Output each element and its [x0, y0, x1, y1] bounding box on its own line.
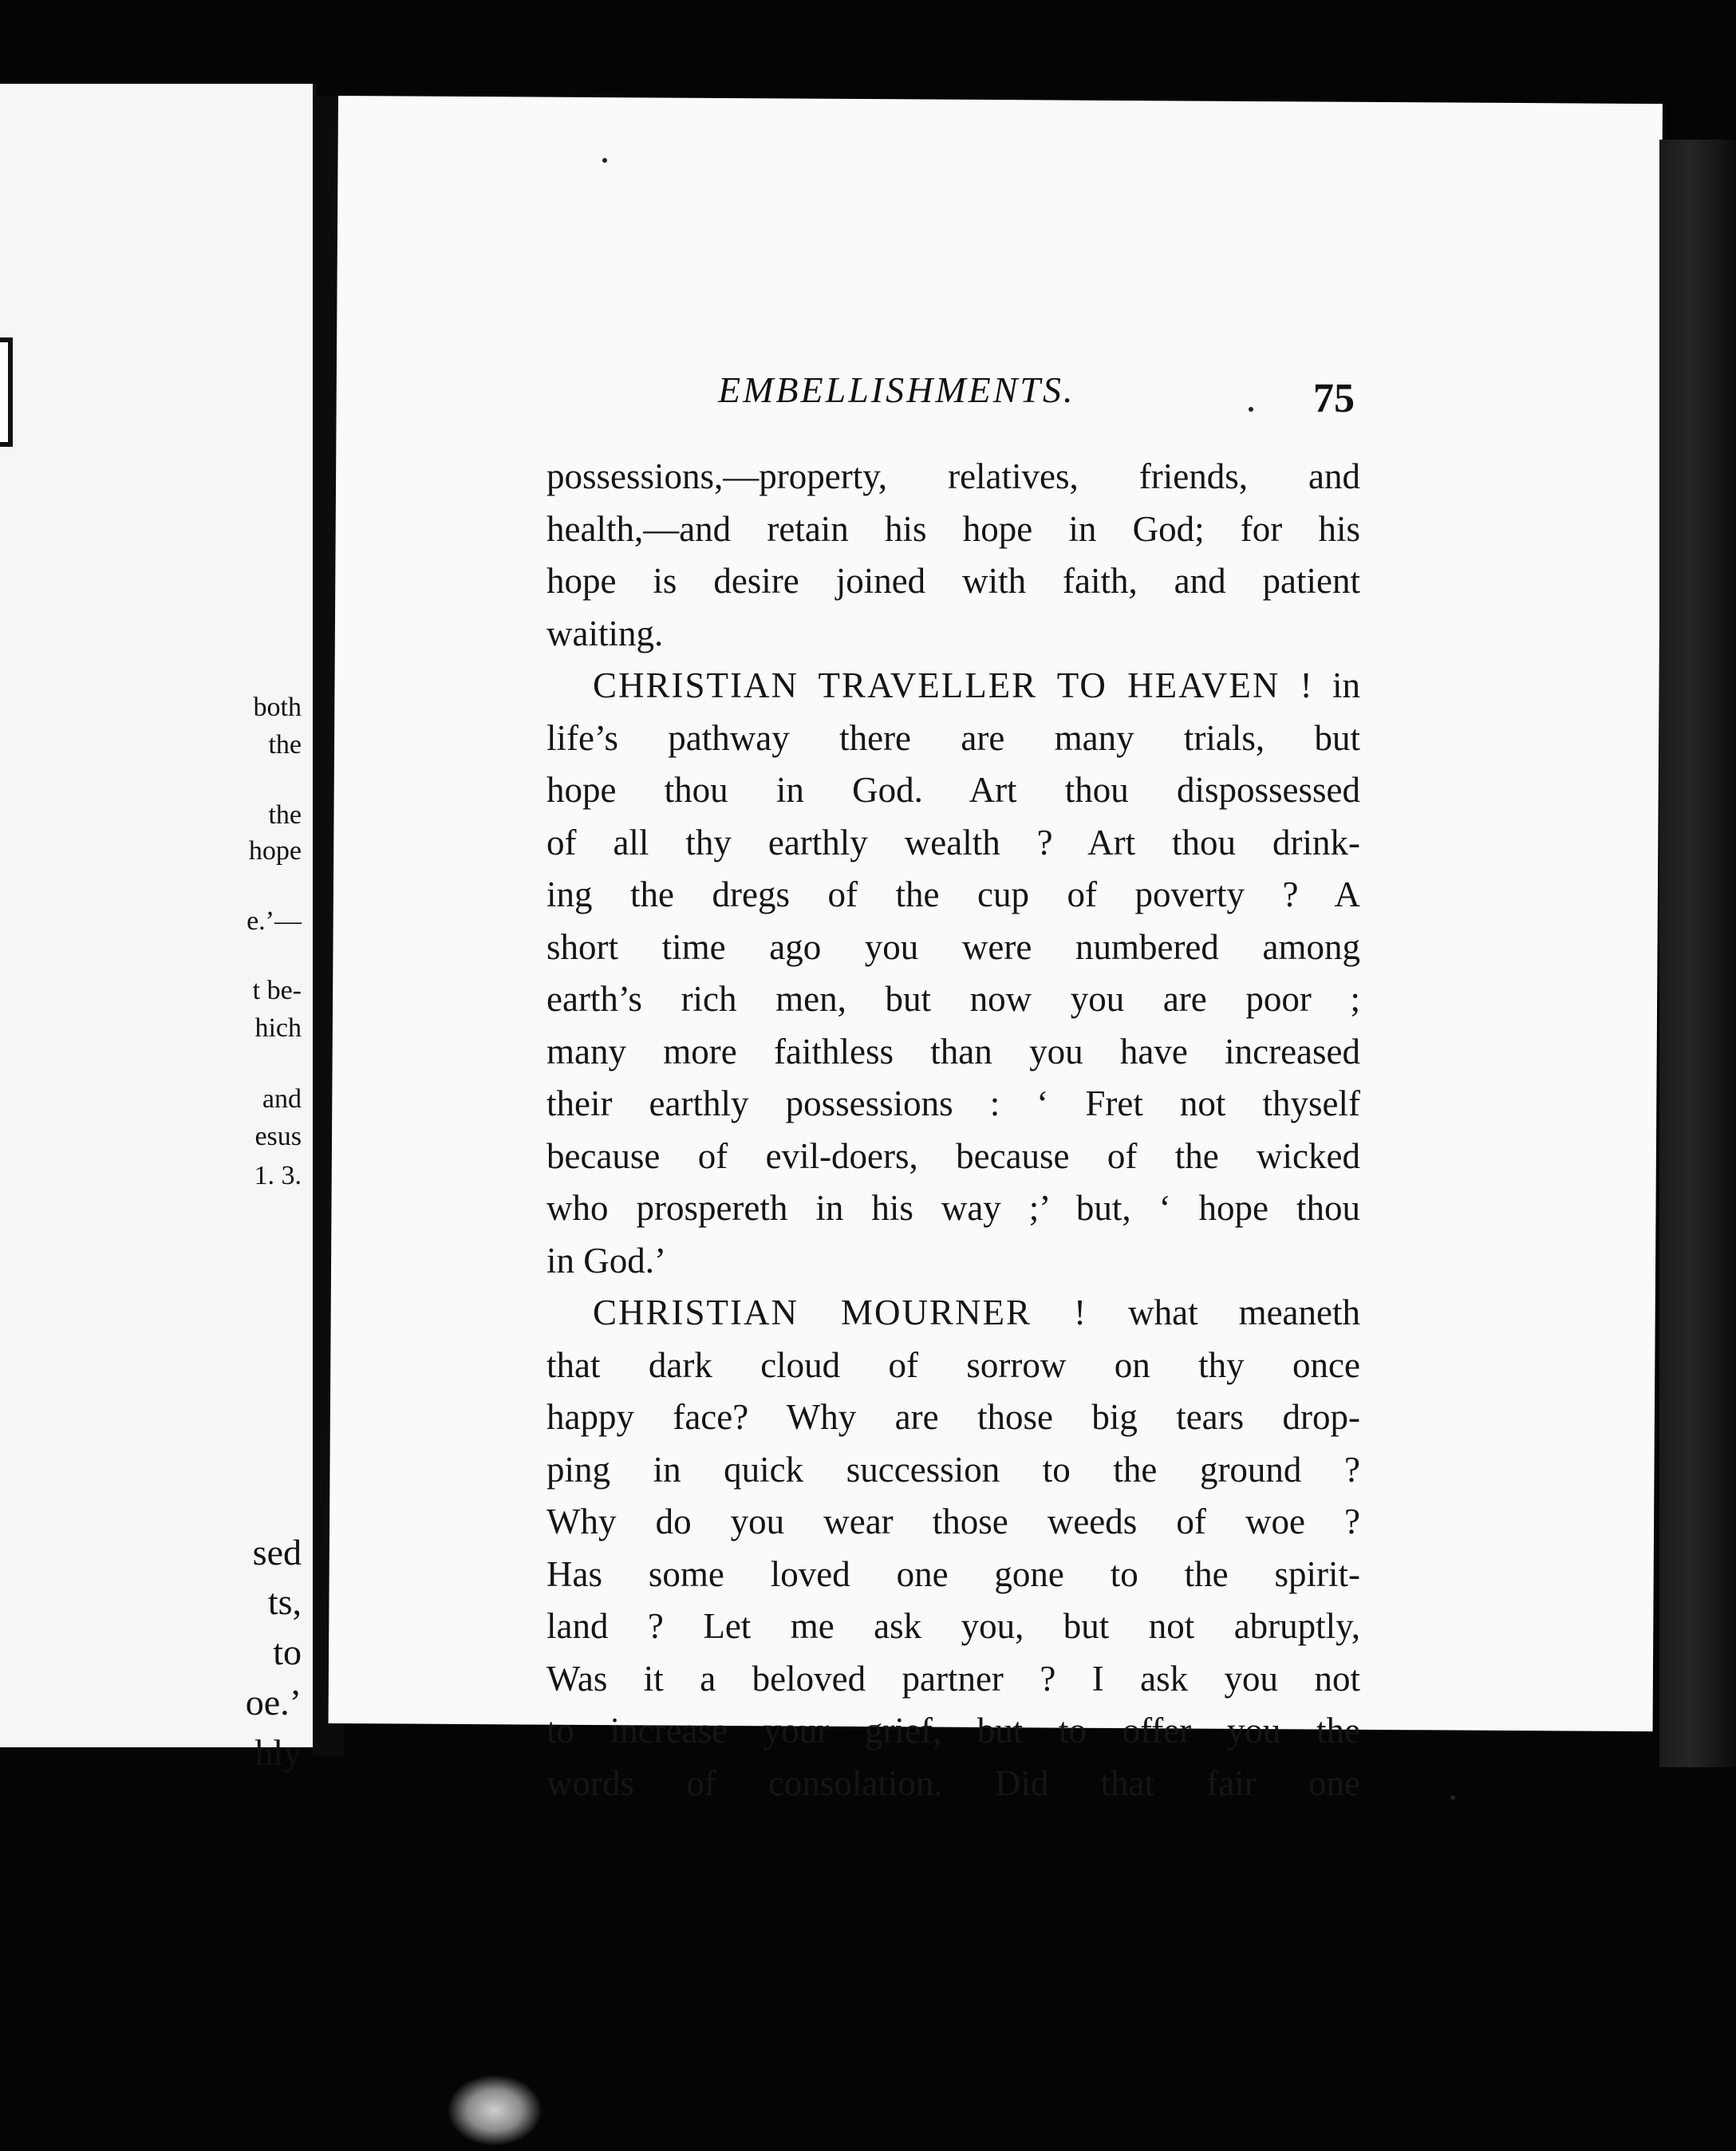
- left-page-line: hope: [248, 836, 302, 866]
- text-line: who prospereth in his way ;’ but, ‘ hope thou: [546, 1188, 1360, 1228]
- left-page-line: e.’—: [247, 906, 302, 936]
- left-page-line: oe.’: [245, 1682, 302, 1723]
- left-page-ornament-box: [0, 337, 13, 447]
- paragraph-lead: CHRISTIAN TRAVELLER TO HEAVEN !: [593, 665, 1314, 705]
- paragraph-first-line-rest: what meaneth: [1128, 1293, 1361, 1332]
- text-line: ping in quick succession to the ground ?: [546, 1449, 1360, 1490]
- left-page-line: hich: [254, 1013, 302, 1043]
- text-line: that dark cloud of sorrow on thy once: [546, 1344, 1360, 1385]
- text-line: life’s pathway there are many trials, but: [546, 717, 1360, 758]
- page-edge: [1659, 140, 1736, 1767]
- text-line: their earthly possessions : ‘ Fret not thyself: [546, 1083, 1360, 1123]
- left-page-line: both: [253, 693, 302, 722]
- scan-background: [0, 1775, 1736, 2151]
- text-line: hope thou in God. Art thou dispossessed: [546, 770, 1360, 810]
- text-line: hope is desire joined with faith, and patient: [546, 561, 1360, 601]
- left-page-line: the: [268, 800, 302, 830]
- text-line: because of evil-doers, because of the wicked: [546, 1135, 1360, 1176]
- left-page-line: t be-: [252, 976, 302, 1005]
- paragraph-first-line-rest: in: [1332, 665, 1360, 705]
- text-line: land ? Let me ask you, but not abruptly,: [546, 1606, 1360, 1646]
- dust-speck: [447, 2074, 542, 2146]
- text-line: many more faithless than you have increased: [546, 1031, 1360, 1072]
- text-line: words of consolation. Did that fair one: [546, 1762, 1360, 1803]
- paragraph-first-line: [546, 1287, 1360, 1340]
- left-page-line: ts,: [267, 1581, 302, 1622]
- text-line: earth’s rich men, but now you are poor ;: [546, 979, 1360, 1019]
- text-line: in God.’: [546, 1240, 666, 1281]
- left-page-line: esus: [254, 1122, 302, 1151]
- text-line: possessions,—property, relatives, friends, and: [546, 456, 1360, 496]
- left-page-line: to: [273, 1632, 302, 1672]
- text-line: Was it a beloved partner ? I ask you not: [546, 1658, 1360, 1699]
- text-line: Why do you wear those weeds of woe ?: [546, 1502, 1360, 1541]
- paragraph-lead: CHRISTIAN MOURNER !: [593, 1293, 1088, 1332]
- left-page-line: sed: [252, 1532, 302, 1573]
- text-line: Has some loved one gone to the spirit-: [546, 1553, 1360, 1594]
- text-line: happy face? Why are those big tears drop-: [546, 1397, 1360, 1437]
- text-line: waiting.: [546, 613, 664, 653]
- text-line: ing the dregs of the cup of poverty ? A: [546, 874, 1360, 914]
- ink-speck: [602, 158, 607, 163]
- left-page-line: and: [262, 1084, 302, 1114]
- paragraph-first-line: [546, 660, 1360, 712]
- text-line: short time ago you were numbered among: [546, 926, 1360, 967]
- text-line: to increase your grief, but to offer you the: [546, 1711, 1360, 1750]
- left-page: [0, 84, 316, 1773]
- text-line: health,—and retain his hope in God; for his: [546, 508, 1360, 549]
- body-text: [546, 451, 1360, 1810]
- left-page-line: hly: [254, 1732, 302, 1773]
- ink-speck: [1450, 1795, 1455, 1800]
- left-page-line: 1. 3.: [254, 1161, 302, 1190]
- text-line: of all thy earthly wealth ? Art thou drink-: [546, 822, 1360, 862]
- left-page-line: the: [268, 730, 302, 760]
- running-head: EMBELLISHMENTS.: [718, 369, 1075, 410]
- page-number: 75: [1313, 376, 1355, 421]
